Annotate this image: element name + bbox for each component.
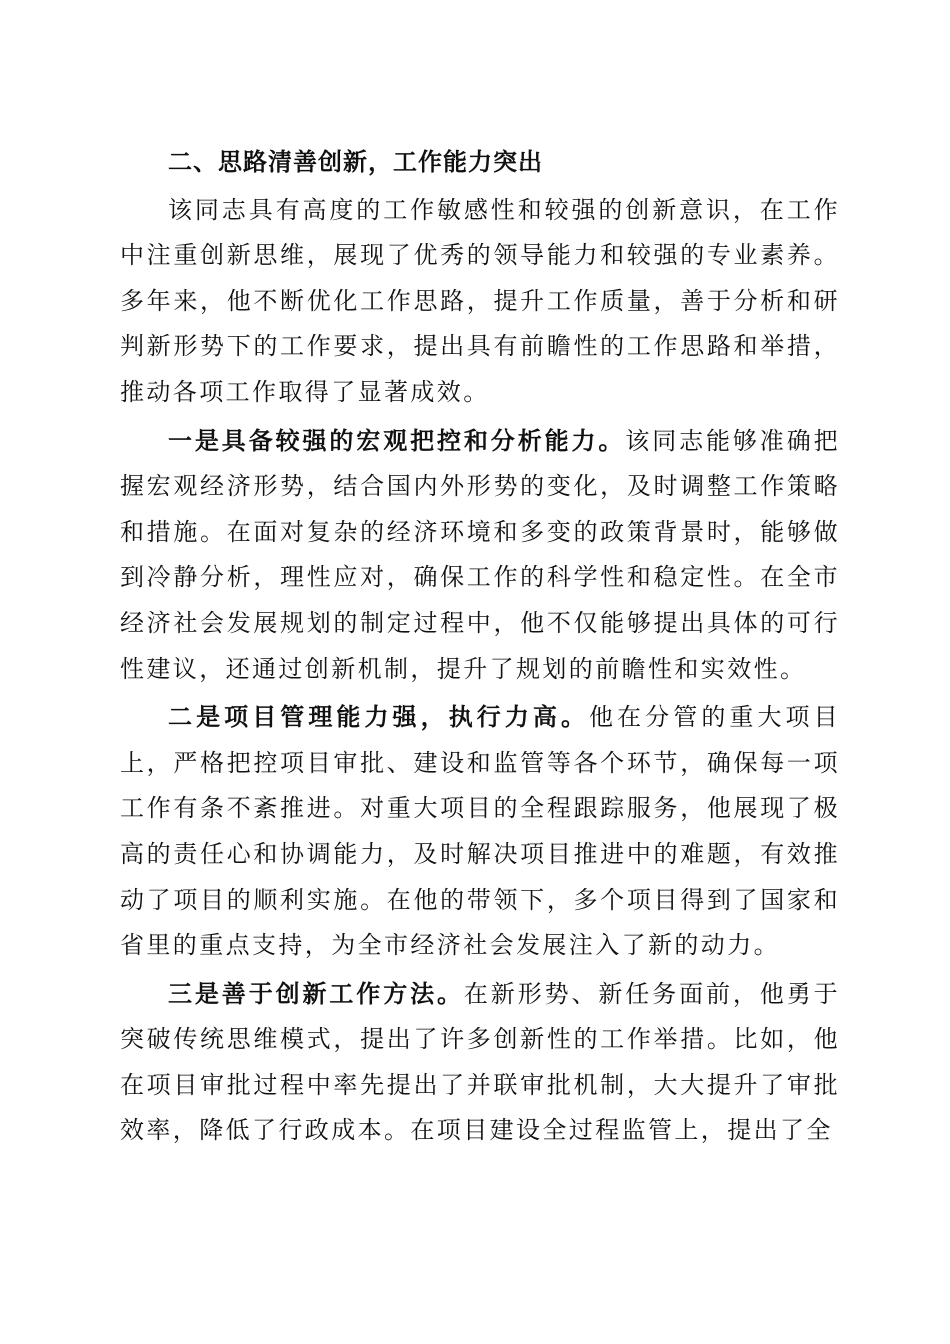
paragraph-text: 在新形势、新任务面前，他勇于突破传统思维模式，提出了许多创新性的工作举措。比如，他在项目审批过程中率先提出了并联审批机制，大大提升了审批效率，降低了行政成本。在项目建设全过程监管上，提出了全 [120, 979, 840, 1145]
paragraph-project-management [120, 694, 840, 969]
paragraph-lead: 二是项目管理能力强，执行力高。 [168, 702, 590, 732]
paragraph-lead: 一是具备较强的宏观把控和分析能力。 [168, 425, 626, 455]
paragraph-intro [120, 188, 840, 416]
paragraph-innovation [120, 971, 840, 1154]
document-body [120, 140, 840, 1156]
paragraph-text: 该同志能够准确把握宏观经济形势，结合国内外形势的变化，及时调整工作策略和措施。在面对复杂的经济环境和多变的政策背景时，能够做到冷静分析，理性应对，确保工作的科学性和稳定性。在全市经济社会发展规划的制定过程中，他不仅能够提出具体的可行性建议，还通过创新机制，提升了规划的前瞻性和实效性。 [120, 426, 840, 683]
paragraph-text: 该同志具有高度的工作敏感性和较强的创新意识，在工作中注重创新思维，展现了优秀的领导能力和较强的专业素养。多年来，他不断优化工作思路，提升工作质量，善于分析和研判新形势下的工作要求，提出具有前瞻性的工作思路和举措，推动各项工作取得了显著成效。 [120, 195, 840, 406]
paragraph-text: 他在分管的重大项目上，严格把控项目审批、建设和监管等各个环节，确保每一项工作有条不紊推进。对重大项目的全程跟踪服务，他展现了极高的责任心和协调能力，及时解决项目推进中的难题，有效推动了项目的顺利实施。在他的带领下，多个项目得到了国家和省里的重点支持，为全市经济社会发展注入了新的动力。 [120, 703, 840, 960]
section-heading: 二、思路清善创新，工作能力突出 [168, 148, 543, 176]
paragraph-lead: 三是善于创新工作方法。 [168, 978, 464, 1008]
paragraph-macro-ability [120, 418, 840, 693]
